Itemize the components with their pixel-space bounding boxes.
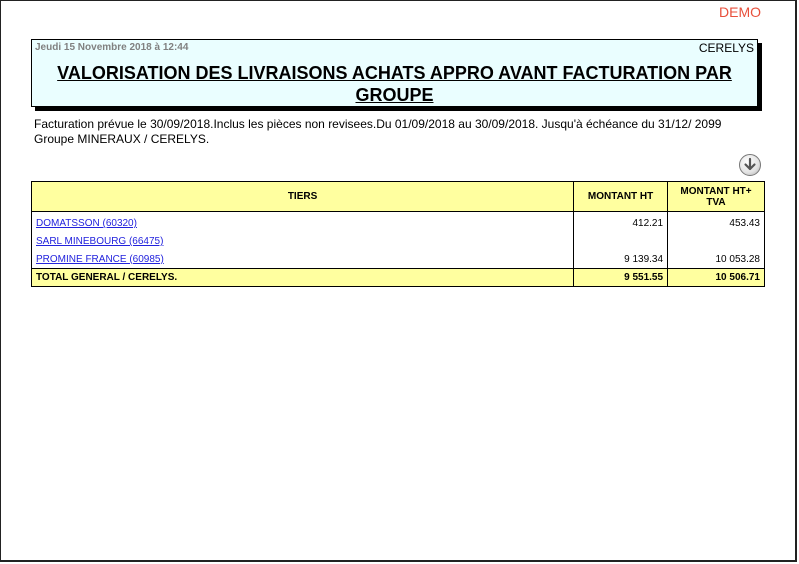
total-row [32,269,765,287]
tiers-link[interactable]: DOMATSSON (60320) [36,218,137,230]
report-date: Jeudi 15 Novembre 2018 à 12:44 [35,42,189,53]
tiers-cell [32,233,574,251]
tiers-cell [32,251,574,269]
column-header-montant-ht: MONTANT HT [574,182,668,212]
total-montant-ht: 9 551.55 [574,269,668,287]
table-row [32,233,765,251]
arrow-down-circle-icon[interactable] [739,154,761,176]
report-title-line1: VALORISATION DES LIVRAISONS ACHATS APPRO AVANT FACTURATION PAR [57,63,732,83]
column-header-tiers: TIERS [32,182,574,212]
total-label: TOTAL GENERAL / CERELYS. [32,269,574,287]
company-name: CERELYS [698,41,754,55]
column-header-montant-ttc-line1: MONTANT HT+ [680,185,752,197]
report-criteria: Facturation prévue le 30/09/2018.Inclus les pièces non revisees.Du 01/09/2018 au 30/09/2018. Jusqu'à échéance du 31/12/ 2099 Groupe MINERAUX / CERELYS. [34,117,722,146]
montant-ttc-cell: 453.43 [668,212,765,233]
demo-watermark: DEMO [719,4,761,20]
tiers-cell [32,212,574,233]
montant-ht-cell: 9 139.34 [574,251,668,269]
montant-ttc-cell [668,233,765,251]
tiers-link[interactable]: PROMINE FRANCE (60985) [36,253,164,265]
report-title-line2: GROUPE [355,85,434,105]
column-header-montant-ttc-line2: TVA [706,196,726,208]
table-row [32,212,765,233]
total-montant-ttc: 10 506.71 [668,269,765,287]
montant-ttc-cell: 10 053.28 [668,251,765,269]
report-header [31,39,758,107]
table-row [32,251,765,269]
table-header-row [32,182,765,212]
column-header-montant-ttc [668,182,765,212]
montant-ht-cell [574,233,668,251]
tiers-link[interactable]: SARL MINEBOURG (66475) [36,236,164,247]
montant-ht-cell: 412.21 [574,212,668,233]
report-title [32,62,757,106]
report-table [31,181,765,287]
